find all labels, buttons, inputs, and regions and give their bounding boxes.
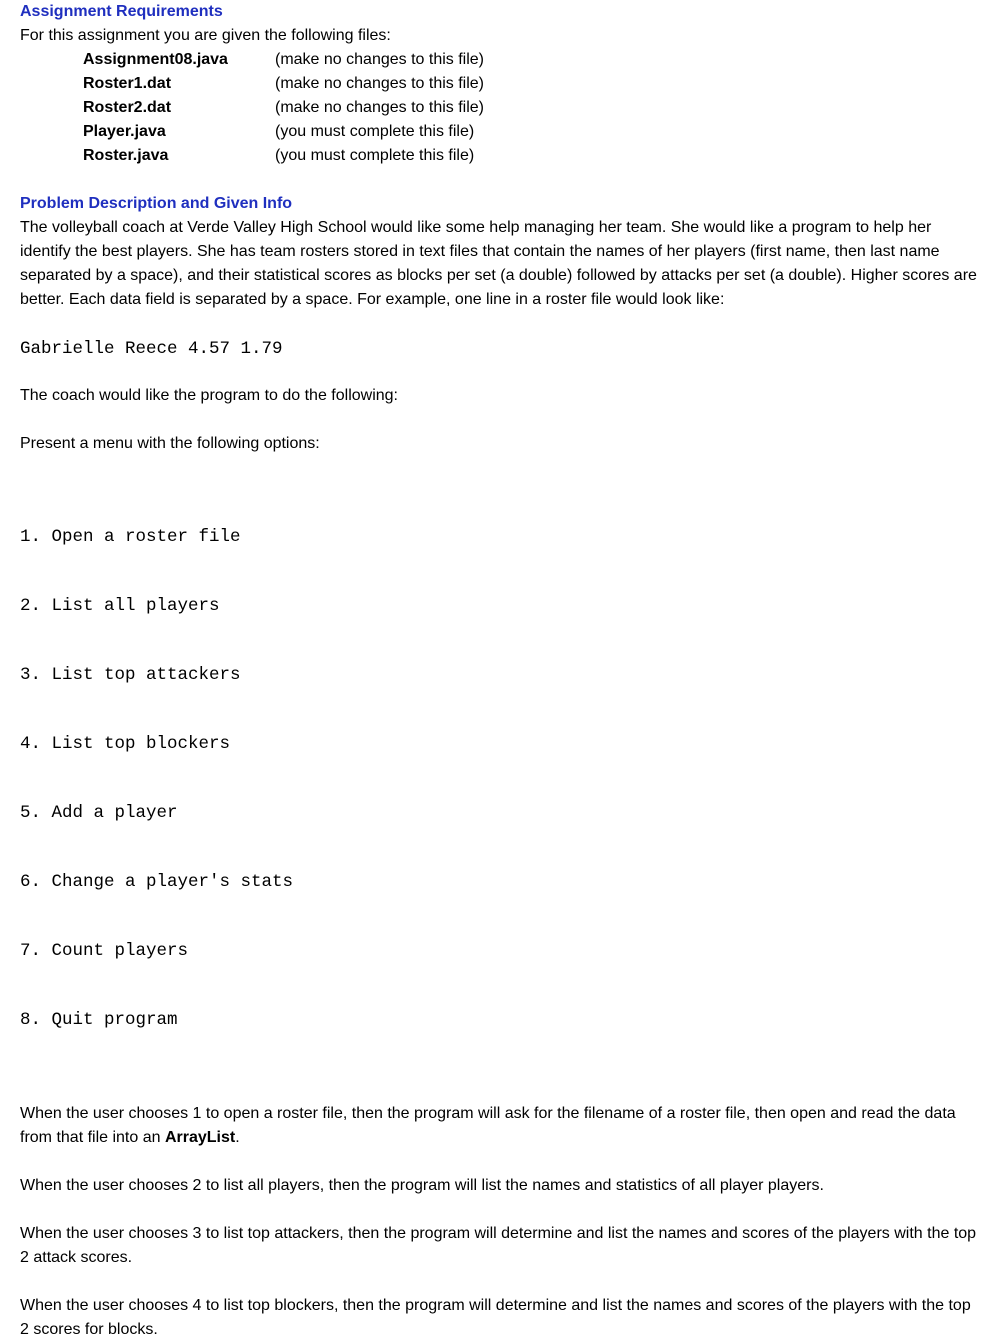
option2-description: When the user chooses 2 to list all players, then the program will list the names and statistics of all player players. [20,1177,824,1194]
file-row [20,96,980,120]
file-note: (make no changes to this file) [275,99,484,116]
spacer [20,456,980,480]
file-name: Roster1.dat [83,75,172,92]
assignment-requirements-heading: Assignment Requirements [20,3,223,20]
menu-intro-text: Present a menu with the following options: [20,435,320,452]
file-row [20,72,980,96]
menu-option: 3. List top attackers [20,665,241,685]
file-name: Roster2.dat [83,99,172,116]
files-intro: For this assignment you are given the following files: [20,27,391,44]
arraylist-term: ArrayList [164,1129,236,1146]
problem-description: The volleyball coach at Verde Valley High School would like some help managing her team. She would like a program to help her identify the best players. She has team rosters stored in text files that contain the names of her players (first name, then last name separated by a space), and their statistical scores as blocks per set (a double) followed by attacks per set (a double). Higher scores are better. Each data field is separated by a space. For example, one line in a roster file would look like: [20,219,977,308]
document-page [20,0,980,1342]
file-row [20,48,980,72]
file-note: (you must complete this file) [275,123,475,140]
file-name: Player.java [83,123,166,140]
option1-text: When the user chooses 1 to open a roster file, then the program will ask for the filename of a roster file, then open and read the data from that file into an [20,1105,956,1146]
file-row [20,120,980,144]
spacer [20,1198,980,1222]
spacer [20,1150,980,1174]
example-roster-line: Gabrielle Reece 4.57 1.79 [20,339,283,359]
menu-option: 7. Count players [20,941,189,961]
file-row [20,144,980,168]
file-name: Roster.java [83,147,169,164]
spacer [20,168,980,192]
option3-description: When the user chooses 3 to list top attackers, then the program will determine and list the names and scores of the players with the top 2 attack scores. [20,1225,977,1266]
menu-options-list [20,480,980,1078]
coach-wants-text: The coach would like the program to do the following: [20,387,398,404]
menu-option: 5. Add a player [20,803,178,823]
spacer [20,1270,980,1294]
spacer [20,312,980,336]
spacer [20,408,980,432]
option1-period: . [235,1129,240,1146]
file-note: (you must complete this file) [275,147,475,164]
menu-option: 8. Quit program [20,1010,178,1030]
menu-option: 2. List all players [20,596,220,616]
menu-option: 1. Open a roster file [20,527,241,547]
file-name: Assignment08.java [83,51,228,68]
problem-description-heading: Problem Description and Given Info [20,195,293,212]
menu-option: 6. Change a player's stats [20,872,294,892]
option4-description: When the user chooses 4 to list top blockers, then the program will determine and list the names and scores of the players with the top 2 scores for blocks. [20,1297,971,1338]
file-list [20,48,980,168]
file-note: (make no changes to this file) [275,75,484,92]
file-note: (make no changes to this file) [275,51,484,68]
option1-description [20,1102,980,1150]
menu-option: 4. List top blockers [20,734,231,754]
spacer [20,1078,980,1102]
